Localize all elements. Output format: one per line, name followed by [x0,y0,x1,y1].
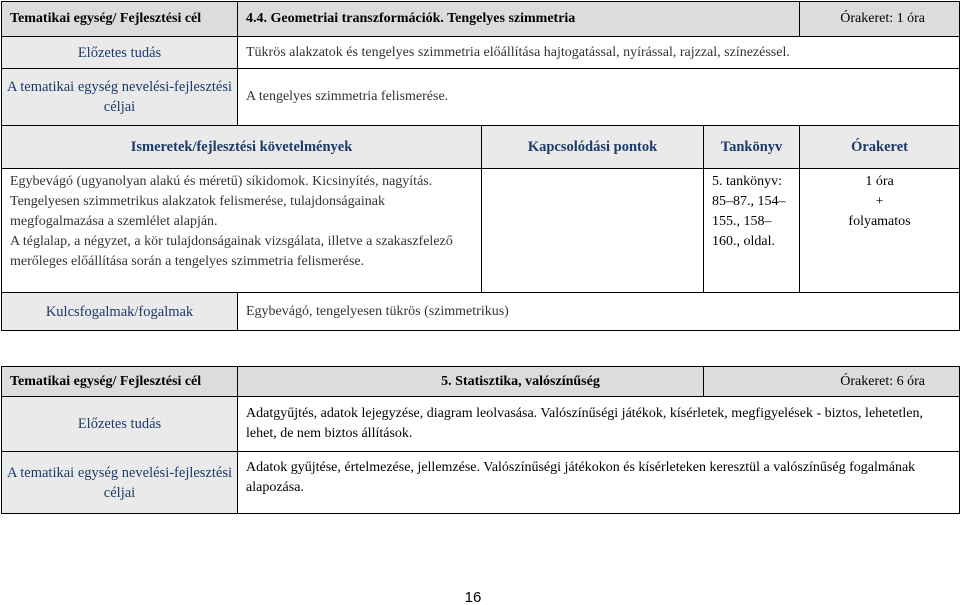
requirements-cell [2,169,482,293]
hours-line: 1 óra [865,174,894,189]
connections-cell [482,169,704,293]
unit1-keywords-text: Egybevágó, tengelyesen tükrös (szimmetrikus) [238,293,960,331]
requirement-item: Tengelyesen szimmetrikus alakzatok felismerése, tulajdonságainak megfogalmazása a szemlélet alapján. [10,194,385,229]
unit2-goals-label: A tematikai egység nevelési-fejlesztési céljai [2,452,238,514]
hours-cell [800,169,960,293]
requirement-item: Egybevágó (ugyanolyan alakú és méretű) síkidomok. Kicsinyítés, nagyítás. [10,174,433,189]
unit2-prior-knowledge-label: Előzetes tudás [2,397,238,452]
page-number: 16 [464,589,482,605]
unit1-prior-knowledge-text: Tükrös alakzatok és tengelyes szimmetria előállítása hajtogatással, nyírással, rajzzal, színezéssel. [238,37,960,69]
unit2-goals-text: Adatok gyűjtése, értelmezése, jellemzése. Valószínűségi játékokon és kísérleteken keresztül a valószínűség fogalmának alapozása. [238,452,960,514]
requirement-item: A téglalap, a négyzet, a kör tulajdonságainak vizsgálata, illetve a szakaszfelező merőleges előállítása során a tengelyes szimmetria felismerése. [10,234,453,269]
unit2-header-hours: Órakeret: 6 óra [704,367,960,397]
unit1-table [1,1,960,331]
unit1-header-label: Tematikai egység/ Fejlesztési cél [2,2,238,37]
unit1-header-hours: Órakeret: 1 óra [800,2,960,37]
unit2-header-title: 5. Statisztika, valószínűség [238,367,704,397]
unit1-goals-text: A tengelyes szimmetria felismerése. [238,69,960,126]
hours-line: folyamatos [848,214,911,229]
unit2-table [1,366,960,514]
col-hours-header: Órakeret [800,126,960,169]
unit1-prior-knowledge-label: Előzetes tudás [2,37,238,69]
textbook-cell: 5. tankönyv: 85–87., 154–155., 158–160., oldal. [704,169,800,293]
col-connections-header: Kapcsolódási pontok [482,126,704,169]
unit2-header-label: Tematikai egység/ Fejlesztési cél [2,367,238,397]
unit1-goals-label: A tematikai egység nevelési-fejlesztési céljai [2,69,238,126]
col-textbook-header: Tankönyv [704,126,800,169]
unit1-keywords-label: Kulcsfogalmak/fogalmak [2,293,238,331]
unit2-prior-knowledge-text: Adatgyűjtés, adatok lejegyzése, diagram leolvasása. Valószínűségi játékok, kísérletek, megfigyelések - biztos, lehetetlen, lehet, de nem biztos állítások. [238,397,960,452]
unit1-header-title: 4.4. Geometriai transzformációk. Tengelyes szimmetria [238,2,800,37]
col-requirements-header: Ismeretek/fejlesztési követelmények [2,126,482,169]
hours-line: + [875,194,884,209]
